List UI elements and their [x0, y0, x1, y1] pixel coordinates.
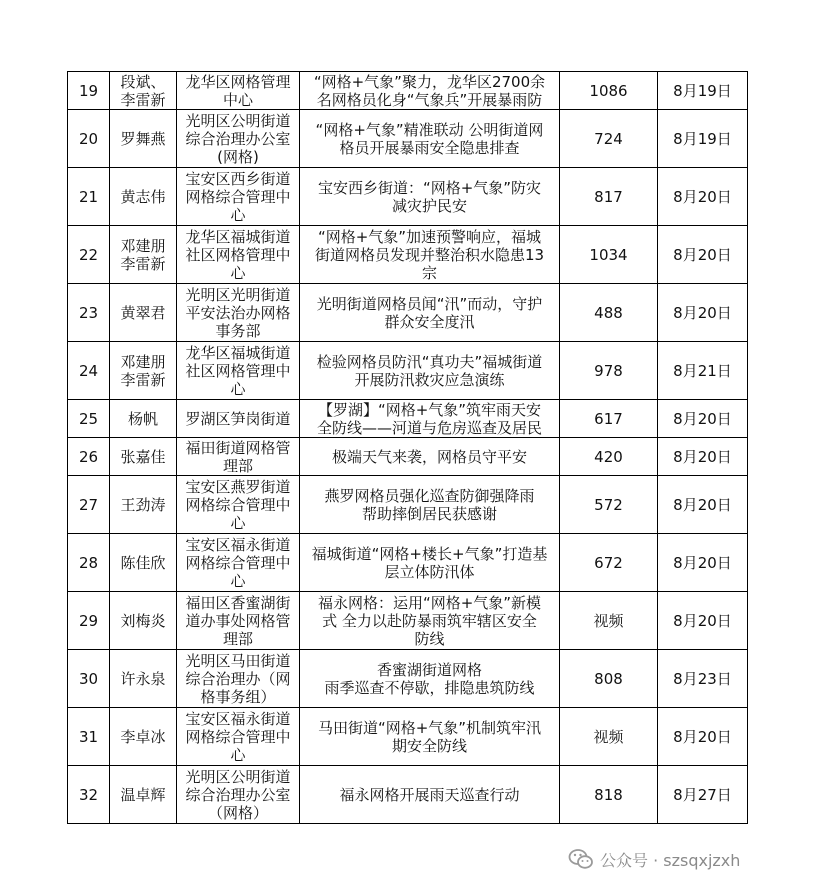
article-title-cell	[300, 110, 560, 168]
wechat-icon	[568, 846, 594, 872]
publish-date: 8月21日	[673, 361, 732, 380]
article-title-cell	[300, 438, 560, 476]
publish-date: 8月19日	[673, 81, 732, 100]
article-title: 检验网格员防汛“真功夫”福城街道 开展防汛救灾应急演练	[316, 352, 543, 389]
read-count: 808	[594, 669, 623, 688]
author-name-cell	[110, 534, 177, 592]
author-name-cell	[110, 342, 177, 400]
read-count-cell	[560, 342, 658, 400]
author-name: 张嘉佳	[120, 447, 166, 466]
read-count: 724	[594, 129, 623, 148]
author-name-cell	[110, 476, 177, 534]
table-row	[68, 226, 748, 284]
table-row	[68, 438, 748, 476]
author-name-cell	[110, 766, 177, 824]
row-number: 32	[78, 785, 99, 804]
article-title-cell	[300, 342, 560, 400]
read-count-cell	[560, 708, 658, 766]
article-title: 福永网格：运用“网格+气象”新模 式 全力以赴防暴雨筑牢辖区安全 防线	[317, 593, 542, 648]
article-title-cell	[300, 534, 560, 592]
article-title-cell	[300, 708, 560, 766]
publish-date-cell	[658, 284, 748, 342]
unit-name: 龙华区福城街道 社区网格管理中 心	[185, 227, 291, 282]
publish-date: 8月20日	[673, 245, 732, 264]
read-count: 672	[594, 553, 623, 572]
report-table	[67, 71, 748, 824]
table-row	[68, 476, 748, 534]
article-title: 香蜜湖街道网格 雨季巡查不停歇，排隐患筑防线	[324, 660, 535, 697]
publish-date-cell	[658, 226, 748, 284]
table-row	[68, 708, 748, 766]
unit-name: 光明区公明街道 综合治理办公室 (网格)	[185, 111, 291, 166]
author-name-cell	[110, 72, 177, 110]
row-number: 29	[78, 611, 99, 630]
publish-date-cell	[658, 72, 748, 110]
row-number: 22	[78, 245, 99, 264]
publish-date: 8月27日	[673, 785, 732, 804]
row-number-cell	[68, 438, 110, 476]
unit-name-cell	[177, 592, 300, 650]
read-count-cell	[560, 534, 658, 592]
publish-date: 8月20日	[673, 553, 732, 572]
publish-date-cell	[658, 534, 748, 592]
publish-date-cell	[658, 592, 748, 650]
publish-date-cell	[658, 400, 748, 438]
unit-name: 龙华区网格管理 中心	[185, 72, 291, 109]
row-number: 27	[78, 495, 99, 514]
unit-name-cell	[177, 476, 300, 534]
author-name: 段斌、 李雷新	[120, 72, 166, 109]
row-number-cell	[68, 110, 110, 168]
read-count: 420	[594, 447, 623, 466]
read-count-cell	[560, 438, 658, 476]
read-count-cell	[560, 284, 658, 342]
row-number: 26	[78, 447, 99, 466]
author-name-cell	[110, 592, 177, 650]
publish-date: 8月20日	[673, 409, 732, 428]
row-number-cell	[68, 476, 110, 534]
read-count: 617	[594, 409, 623, 428]
read-count: 1034	[589, 245, 628, 264]
publish-date: 8月20日	[673, 303, 732, 322]
author-name: 李卓冰	[120, 727, 166, 746]
read-count: 1086	[589, 81, 628, 100]
row-number-cell	[68, 168, 110, 226]
publish-date: 8月20日	[673, 187, 732, 206]
unit-name: 宝安区燕罗街道 网格综合管理中 心	[185, 477, 291, 532]
unit-name-cell	[177, 650, 300, 708]
unit-name-cell	[177, 168, 300, 226]
row-number-cell	[68, 400, 110, 438]
unit-name-cell	[177, 342, 300, 400]
author-name-cell	[110, 168, 177, 226]
unit-name: 宝安区福永街道 网格综合管理中 心	[185, 709, 291, 764]
row-number: 23	[78, 303, 99, 322]
publish-date-cell	[658, 766, 748, 824]
read-count: 视频	[593, 727, 624, 746]
author-name-cell	[110, 284, 177, 342]
article-title: 福城街道“网格+楼长+气象”打造基 层立体防汛体	[311, 544, 548, 581]
table-row	[68, 592, 748, 650]
row-number: 24	[78, 361, 99, 380]
author-name-cell	[110, 650, 177, 708]
article-title: 燕罗网格员强化巡查防御强降雨 帮助摔倒居民获感谢	[324, 486, 535, 523]
unit-name: 宝安区西乡街道 网格综合管理中 心	[185, 169, 291, 224]
read-count: 488	[594, 303, 623, 322]
read-count-cell	[560, 72, 658, 110]
author-name: 温卓辉	[120, 785, 166, 804]
read-count: 817	[594, 187, 623, 206]
publish-date: 8月20日	[673, 611, 732, 630]
article-title-cell	[300, 766, 560, 824]
row-number-cell	[68, 650, 110, 708]
row-number-cell	[68, 72, 110, 110]
read-count: 978	[594, 361, 623, 380]
article-title-cell	[300, 650, 560, 708]
article-title: “网格+气象”加速预警响应，福城 街道网格员发现并整治积水隐患13 宗	[314, 227, 545, 282]
row-number: 19	[78, 81, 99, 100]
footer-label: 公众号 · szsqxjzxh	[600, 850, 741, 870]
author-name-cell	[110, 438, 177, 476]
article-title: 光明街道网格员闻“汛”而动，守护 群众安全度汛	[316, 294, 543, 331]
author-name: 罗舞燕	[120, 129, 166, 148]
author-name: 黄翠君	[120, 303, 166, 322]
publish-date: 8月23日	[673, 669, 732, 688]
publish-date-cell	[658, 168, 748, 226]
article-title-cell	[300, 168, 560, 226]
unit-name: 宝安区福永街道 网格综合管理中 心	[185, 535, 291, 590]
article-title: 马田街道“网格+气象”机制筑牢汛 期安全防线	[317, 718, 542, 755]
unit-name-cell	[177, 400, 300, 438]
article-title: “网格+气象”聚力，龙华区2700余 名网格员化身“气象兵”开展暴雨防	[313, 72, 546, 109]
account-footer	[568, 846, 740, 872]
table-row	[68, 72, 748, 110]
unit-name-cell	[177, 708, 300, 766]
row-number: 25	[78, 409, 99, 428]
article-title: 宝安西乡街道：“网格+气象”防灾 减灾护民安	[317, 178, 542, 215]
row-number-cell	[68, 592, 110, 650]
table-row	[68, 534, 748, 592]
row-number: 20	[78, 129, 99, 148]
row-number: 28	[78, 553, 99, 572]
unit-name-cell	[177, 226, 300, 284]
row-number: 21	[78, 187, 99, 206]
read-count: 572	[594, 495, 623, 514]
read-count: 818	[594, 785, 623, 804]
table-row	[68, 650, 748, 708]
author-name: 黄志伟	[120, 187, 166, 206]
read-count-cell	[560, 168, 658, 226]
unit-name: 罗湖区笋岗街道	[185, 409, 291, 428]
unit-name-cell	[177, 110, 300, 168]
row-number-cell	[68, 342, 110, 400]
article-title-cell	[300, 226, 560, 284]
author-name: 邓建朋 李雷新	[120, 352, 166, 389]
publish-date-cell	[658, 650, 748, 708]
read-count-cell	[560, 766, 658, 824]
read-count-cell	[560, 110, 658, 168]
unit-name: 光明区公明街道 综合治理办公室 （网格）	[185, 767, 291, 822]
article-title: “网格+气象”精准联动 公明街道网 格员开展暴雨安全隐患排查	[315, 120, 544, 157]
publish-date: 8月20日	[673, 727, 732, 746]
publish-date: 8月20日	[673, 495, 732, 514]
author-name: 杨帆	[127, 409, 158, 428]
table-row	[68, 168, 748, 226]
table-row	[68, 766, 748, 824]
author-name: 陈佳欣	[120, 553, 166, 572]
row-number: 31	[78, 727, 99, 746]
publish-date-cell	[658, 110, 748, 168]
publish-date-cell	[658, 342, 748, 400]
table-row	[68, 342, 748, 400]
unit-name-cell	[177, 438, 300, 476]
author-name-cell	[110, 400, 177, 438]
row-number-cell	[68, 226, 110, 284]
row-number-cell	[68, 534, 110, 592]
author-name: 邓建朋 李雷新	[120, 236, 166, 273]
read-count-cell	[560, 650, 658, 708]
unit-name-cell	[177, 534, 300, 592]
unit-name-cell	[177, 766, 300, 824]
unit-name: 龙华区福城街道 社区网格管理中 心	[185, 343, 291, 398]
publish-date-cell	[658, 438, 748, 476]
author-name: 刘梅炎	[120, 611, 166, 630]
read-count-cell	[560, 592, 658, 650]
unit-name-cell	[177, 284, 300, 342]
author-name-cell	[110, 110, 177, 168]
author-name-cell	[110, 226, 177, 284]
publish-date: 8月19日	[673, 129, 732, 148]
article-title-cell	[300, 400, 560, 438]
publish-date: 8月20日	[673, 447, 732, 466]
unit-name: 光明区马田街道 综合治理办（网 格事务组）	[185, 651, 291, 706]
read-count-cell	[560, 226, 658, 284]
author-name: 王劲涛	[120, 495, 166, 514]
row-number-cell	[68, 766, 110, 824]
author-name: 许永泉	[120, 669, 166, 688]
article-title-cell	[300, 592, 560, 650]
unit-name: 福田区香蜜湖街 道办事处网格管 理部	[185, 593, 291, 648]
table-row	[68, 284, 748, 342]
publish-date-cell	[658, 476, 748, 534]
article-title: 极端天气来袭，网格员守平安	[331, 447, 527, 466]
publish-date-cell	[658, 708, 748, 766]
article-title-cell	[300, 72, 560, 110]
read-count-cell	[560, 476, 658, 534]
article-title-cell	[300, 284, 560, 342]
read-count: 视频	[593, 611, 624, 630]
table-row	[68, 400, 748, 438]
row-number-cell	[68, 708, 110, 766]
unit-name: 光明区光明街道 平安法治办网格 事务部	[185, 285, 291, 340]
read-count-cell	[560, 400, 658, 438]
unit-name: 福田街道网格管 理部	[185, 438, 291, 475]
row-number-cell	[68, 284, 110, 342]
author-name-cell	[110, 708, 177, 766]
article-title: 【罗湖】“网格+气象”筑牢雨天安 全防线——河道与危房巡查及居民	[316, 400, 542, 437]
table-row	[68, 110, 748, 168]
article-title: 福永网格开展雨天巡查行动	[339, 785, 520, 804]
row-number: 30	[78, 669, 99, 688]
unit-name-cell	[177, 72, 300, 110]
article-title-cell	[300, 476, 560, 534]
